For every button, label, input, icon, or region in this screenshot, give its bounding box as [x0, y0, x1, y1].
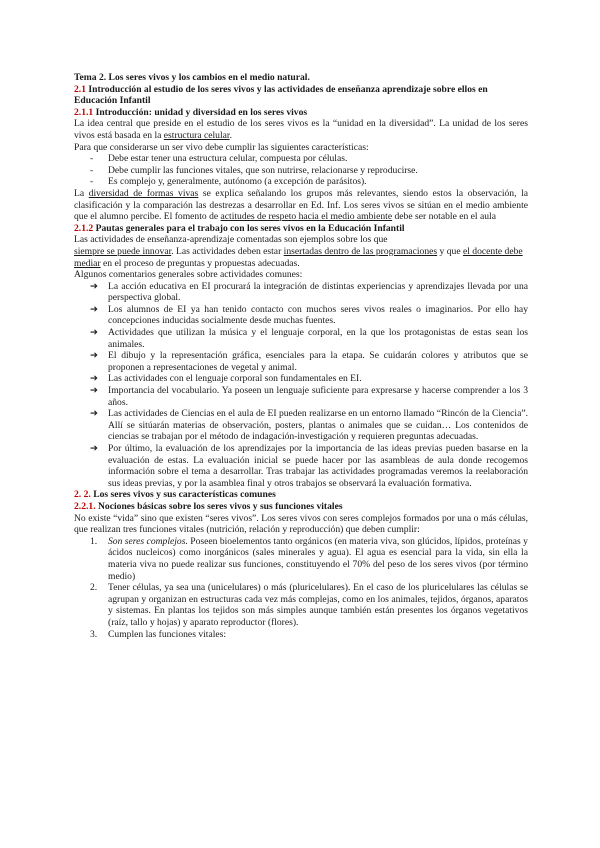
text-run: debe ser notable en el aula — [392, 211, 496, 223]
section-2-1-1-heading — [74, 107, 528, 119]
section-2-1-heading — [74, 84, 528, 107]
section-number: 2.1.1 — [74, 106, 94, 118]
text-run: La — [74, 187, 89, 199]
paragraph: Para que considerarse un ser vivo debe cumplir las siguientes características: — [74, 141, 369, 153]
underlined-text: siempre se puede innovar — [74, 245, 172, 257]
list-item — [90, 373, 528, 385]
list-item — [90, 443, 528, 489]
list-item — [90, 280, 528, 304]
arrow-icon: ➔ — [90, 408, 99, 420]
document-title: Tema 2. Los seres vivos y los cambios en el medio natural. — [74, 72, 310, 83]
list-item — [90, 327, 528, 350]
underlined-text: el docente debe mediar — [74, 245, 523, 269]
section-title: Los seres vivos y sus características comunes — [93, 489, 276, 501]
paragraph — [74, 118, 528, 141]
paragraph — [74, 188, 528, 223]
paragraph: Algunos comentarios generales sobre actividades comunes: — [74, 269, 303, 281]
underlined-text: estructura celular — [163, 129, 230, 141]
arrow-list — [74, 281, 528, 490]
section-title: Nociones básicas sobre los seres vivos y sus funciones vitales — [98, 500, 343, 512]
text-run: Las actividades de enseñanza-aprendizaje comentadas son ejemplos sobre los que — [74, 234, 388, 246]
text-run: se explica señalando los grupos más relevantes, siendo estos la observación, la clasificación y la comparación las destrezas a desarrollar en Ed. Inf. Los seres vivos se sitúan en el medio ambiente que el alumno percibe. El fomento de — [74, 187, 528, 223]
arrow-icon: ➔ — [90, 280, 99, 292]
item-number: 2. — [90, 582, 98, 594]
section-title: Introducción: unidad y diversidad en los seres vivos — [95, 106, 308, 118]
list-item-text: El dibujo y la representación gráfica, esenciales para la etapa. Se cuidarán colores y atributos que se proponen a representaciones de vegetal y animal. — [108, 350, 528, 373]
list-item-text: Las actividades de Ciencias en el aula de EI pueden realizarse en un entorno llamado “Rincón de la Ciencia”. Allí se sitúarán materias de observación, posters, plantas o animales que se cuidan… Los contenidos de ciencias se trabajan por el método de indagación-investigación y requieren preguntas adecuadas. — [108, 408, 528, 443]
arrow-icon: ➔ — [90, 443, 99, 454]
item-number: 3. — [90, 628, 98, 640]
list-item-text: Tener células, ya sea una (unicelulares) o más (pluricelulares). En el caso de los pluricelulares las células se agrupan y organizan en estructuras cada vez más complejas, como en los animales, tejidos, órganos, aparatos y sistemas. En plantas los tejidos son más simples aunque también están presentes los órganos vegetativos (raíz, tallo y hojas) y aparato reproductor (flores). — [108, 582, 528, 628]
text-run: La idea central que preside en el estudio de los seres vivos es la “unidad en la diversidad”. La unidad de los seres vivos está basada en la — [74, 118, 528, 141]
arrow-icon: ➔ — [90, 327, 99, 339]
underlined-text: actitudes de respeto hacia el medio ambiente — [220, 211, 393, 223]
text-run: en el proceso de preguntas y propuestas adecuadas. — [100, 257, 300, 269]
list-item: - Es complejo y, generalmente, autónomo (a excepción de parásitos). — [108, 176, 528, 188]
list-item-text: Las actividades con el lenguaje corporal son fundamentales en EI. — [108, 373, 362, 385]
list-item-text: Importancia del vocabulario. Ya poseen un lenguaje suficiente para expresarse y hacerse comprender a los 3 años. — [108, 385, 528, 408]
list-item — [90, 385, 528, 408]
list-item-text: Poseen bioelementos tanto orgánicos (en materia viva, son glúcidos, lípidos, proteínas y ácidos nucleicos) como inorgánicos (sales minerales y agua). El agua es esencial para la vida, sin ella la materia viva no puede realizar sus funciones, constituyendo el 70% del peso de los seres vivos (por término medio) — [108, 535, 528, 582]
list-item — [90, 535, 528, 582]
list-item — [90, 350, 528, 373]
paragraph — [74, 234, 528, 269]
arrow-icon: ➔ — [90, 350, 99, 362]
underlined-text: insertadas dentro de las programaciones — [283, 245, 438, 257]
section-title: Pautas generales para el trabajo con los seres vivos en la Educación Infantil — [95, 222, 405, 234]
list-item — [90, 408, 528, 443]
section-2-2-1-heading — [74, 501, 528, 513]
arrow-icon: ➔ — [90, 303, 99, 315]
list-item: - Debe estar tener una estructura celular, compuesta por células. — [108, 153, 528, 165]
list-item-text: Por último, la evaluación de los aprendizajes por la importancia de las ideas previas pueden basarse en la evaluación de estas. La evaluación inicial se puede hacer por las asambleas de aula donde recogemos información sobre el tema a desarrollar. Tras trabajar las actividades programadas veremos la reelaboración sus ideas previas, y por la asamblea final y otros trabajos se observará la evaluación formativa. — [108, 443, 528, 489]
list-item: - Debe cumplir las funciones vitales, que son nutrirse, relacionarse y reproducirse. — [108, 165, 528, 177]
list-item-text: La acción educativa en EI procurará la integración de distintas experiencias y aprendizajes llevada por una perspectiva global. — [108, 280, 528, 304]
section-number: 2.1.2 — [74, 222, 94, 234]
list-item-text: Cumplen las funciones vitales: — [108, 628, 227, 640]
list-item — [90, 303, 528, 327]
list-item-text: Los alumnos de EI ya han tenido contacto con muchos seres vivos reales o imaginarios. Por ello hay concepciones inducidas socialmente desde muchas fuentes. — [108, 303, 528, 327]
section-title: Introducción al estudio de los seres vivos y las actividades de enseñanza aprendizaje sobre ellos en Educación Infantil — [74, 83, 488, 107]
text-run: y que — [437, 245, 463, 257]
arrow-icon: ➔ — [90, 373, 99, 385]
list-item — [90, 582, 528, 628]
section-2-2-heading — [74, 489, 528, 501]
section-number: 2.1 — [74, 83, 86, 95]
paragraph: No existe “vida” sino que existen “seres vivos”. Los seres vivos con seres complejos formados por una o más células, que realizan tres funciones vitales (nutrición, relación y reproducción) que deben cumplir: — [74, 512, 528, 536]
section-number: 2. 2. — [74, 489, 91, 501]
arrow-icon: ➔ — [90, 385, 99, 397]
underlined-text: diversidad de formas vivas — [88, 187, 199, 199]
section-number: 2.2.1. — [74, 500, 96, 512]
item-number: 1. — [90, 535, 98, 547]
text-run: . Las actividades deben estar — [171, 245, 284, 257]
list-item-text: Actividades que utilizan la música y el lenguaje corporal, en la que los protagonistas de estas sean los animales. — [108, 327, 528, 350]
dash-list — [74, 153, 528, 188]
text-run: . — [229, 129, 232, 141]
numbered-list — [74, 536, 528, 640]
section-2-1-2-heading — [74, 223, 528, 235]
italic-text: Son seres complejos. — [108, 535, 188, 547]
list-item — [90, 628, 528, 641]
